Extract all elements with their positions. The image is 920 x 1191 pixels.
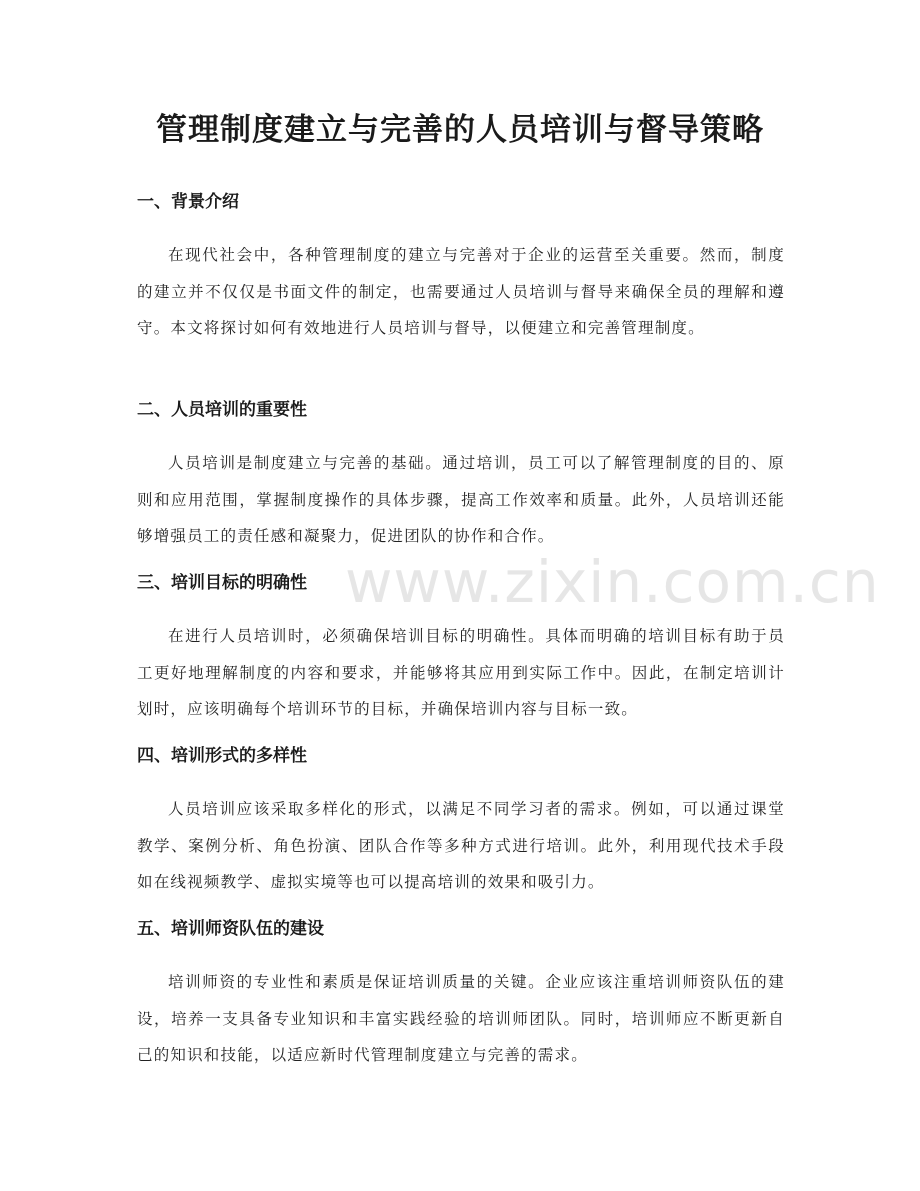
section-training-importance [137,398,785,555]
section-heading: 三、培训目标的明确性 [137,573,307,593]
section-paragraph: 培训师资的专业性和素质是保证培训质量的关键。企业应该注重培训师资队伍的建设，培养一支具备专业知识和丰富实践经验的培训师团队。同时，培训师应不断更新自己的知识和技能，以适应新时代管理制度建立与完善的需求。 [137,973,785,1064]
section-background [137,190,785,347]
section-heading: 二、人员培训的重要性 [137,400,307,420]
section-heading: 一、背景介绍 [137,192,239,212]
section-heading: 四、培训形式的多样性 [137,746,307,766]
section-paragraph: 人员培训是制度建立与完善的基础。通过培训，员工可以了解管理制度的目的、原则和应用范围，掌握制度操作的具体步骤，提高工作效率和质量。此外，人员培训还能够增强员工的责任感和凝聚力，促进团队的协作和合作。 [137,454,785,545]
section-trainer-team [137,917,785,1074]
section-paragraph: 在进行人员培训时，必须确保培训目标的明确性。具体而明确的培训目标有助于员工更好地理解制度的内容和要求，并能够将其应用到实际工作中。因此，在制定培训计划时，应该明确每个培训环节的目标，并确保培训内容与目标一致。 [137,627,785,718]
watermark: www.zixin.com.cn [345,548,880,616]
section-training-forms [137,744,785,901]
section-paragraph: 在现代社会中，各种管理制度的建立与完善对于企业的运营至关重要。然而，制度的建立并不仅仅是书面文件的制定，也需要通过人员培训与督导来确保全员的理解和遵守。本文将探讨如何有效地进行人员培训与督导，以便建立和完善管理制度。 [137,246,785,337]
section-heading: 五、培训师资队伍的建设 [137,919,324,939]
section-training-goals [137,571,785,728]
section-paragraph: 人员培训应该采取多样化的形式，以满足不同学习者的需求。例如，可以通过课堂教学、案例分析、角色扮演、团队合作等多种方式进行培训。此外，利用现代技术手段如在线视频教学、虚拟实境等也可以提高培训的效果和吸引力。 [137,800,785,891]
document-title: 管理制度建立与完善的人员培训与督导策略 [156,112,764,148]
